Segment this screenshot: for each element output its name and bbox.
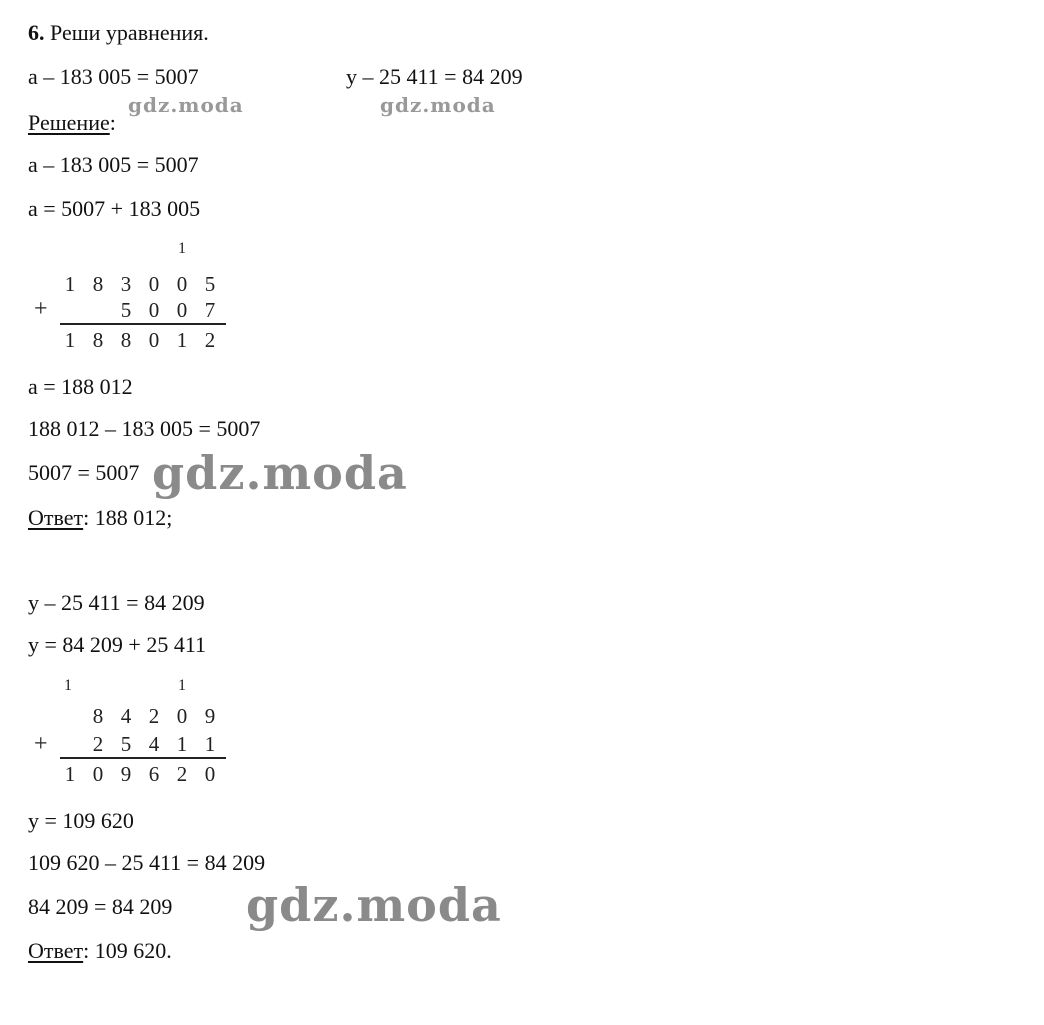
watermark-large-2: gdz.moda bbox=[246, 878, 502, 932]
watermark-large-1: gdz.moda bbox=[152, 446, 408, 500]
solution-colon: : bbox=[109, 110, 116, 135]
watermark-small-2: gdz.moda bbox=[380, 93, 496, 117]
task-instruction: Реши уравнения. bbox=[50, 20, 209, 45]
p1-answer bbox=[28, 505, 172, 531]
p2-top-5: 9 bbox=[204, 704, 216, 728]
p1-check: 188 012 – 183 005 = 5007 bbox=[28, 416, 261, 441]
p1-check-equality: 5007 = 5007 bbox=[28, 460, 140, 485]
p2-top-4: 0 bbox=[176, 704, 188, 728]
p1-plus-sign: + bbox=[34, 296, 48, 322]
solution-heading bbox=[28, 110, 116, 136]
p1-bottom-5: 7 bbox=[204, 298, 216, 322]
p2-result-0: 1 bbox=[64, 762, 76, 786]
p2-result-2: 9 bbox=[120, 762, 132, 786]
p1-result-1: 8 bbox=[92, 328, 104, 352]
p2-carry-5: 1 bbox=[178, 677, 186, 694]
p1-bottom-3: 0 bbox=[148, 298, 160, 322]
p1-sum-rule bbox=[60, 323, 226, 325]
p1-top-1: 8 bbox=[92, 272, 104, 296]
p2-result: y = 109 620 bbox=[28, 808, 134, 833]
task-header bbox=[28, 20, 209, 46]
p1-result: a = 188 012 bbox=[28, 374, 133, 399]
p2-result-5: 0 bbox=[204, 762, 216, 786]
p2-top-3: 2 bbox=[148, 704, 160, 728]
p2-check-equality: 84 209 = 84 209 bbox=[28, 894, 173, 919]
equation-2: y – 25 411 = 84 209 bbox=[346, 64, 523, 89]
p1-rearranged: a = 5007 + 183 005 bbox=[28, 196, 201, 221]
p2-answer-value: : 109 620. bbox=[83, 938, 172, 963]
p2-result-1: 0 bbox=[92, 762, 104, 786]
p1-top-2: 3 bbox=[120, 272, 132, 296]
p2-result-3: 6 bbox=[148, 762, 160, 786]
p2-bottom-4: 1 bbox=[176, 732, 188, 756]
p2-answer-label: Ответ bbox=[28, 938, 84, 963]
p1-top-3: 0 bbox=[148, 272, 160, 296]
p2-answer bbox=[28, 938, 172, 964]
p2-carry-0: 1 bbox=[64, 677, 72, 694]
p2-top-1: 8 bbox=[92, 704, 104, 728]
p1-answer-label: Ответ bbox=[28, 505, 84, 530]
p2-check: 109 620 – 25 411 = 84 209 bbox=[28, 850, 266, 875]
p1-top-4: 0 bbox=[176, 272, 188, 296]
p2-result-4: 2 bbox=[176, 762, 188, 786]
p2-rearranged: y = 84 209 + 25 411 bbox=[28, 632, 206, 657]
p1-answer-value: : 188 012; bbox=[83, 505, 173, 530]
p1-top-5: 5 bbox=[204, 272, 216, 296]
p2-plus-sign: + bbox=[34, 731, 48, 757]
p1-carry-4: 1 bbox=[178, 240, 186, 257]
watermark-small-1: gdz.moda bbox=[128, 93, 244, 117]
p2-bottom-5: 1 bbox=[204, 732, 216, 756]
p1-equation: a – 183 005 = 5007 bbox=[28, 152, 199, 177]
p1-bottom-4: 0 bbox=[176, 298, 188, 322]
p1-result-2: 8 bbox=[120, 328, 132, 352]
p1-result-0: 1 bbox=[64, 328, 76, 352]
p2-top-2: 4 bbox=[120, 704, 132, 728]
solution-label: Решение bbox=[28, 110, 110, 135]
p2-equation: y – 25 411 = 84 209 bbox=[28, 590, 205, 615]
p2-bottom-3: 4 bbox=[148, 732, 160, 756]
task-number: 6. bbox=[28, 20, 45, 45]
p1-result-4: 1 bbox=[176, 328, 188, 352]
p1-top-0: 1 bbox=[64, 272, 76, 296]
p2-bottom-1: 2 bbox=[92, 732, 104, 756]
p2-bottom-2: 5 bbox=[120, 732, 132, 756]
equation-1: a – 183 005 = 5007 bbox=[28, 64, 199, 89]
p1-result-5: 2 bbox=[204, 328, 216, 352]
p2-sum-rule bbox=[60, 757, 226, 759]
p1-result-3: 0 bbox=[148, 328, 160, 352]
p1-bottom-2: 5 bbox=[120, 298, 132, 322]
